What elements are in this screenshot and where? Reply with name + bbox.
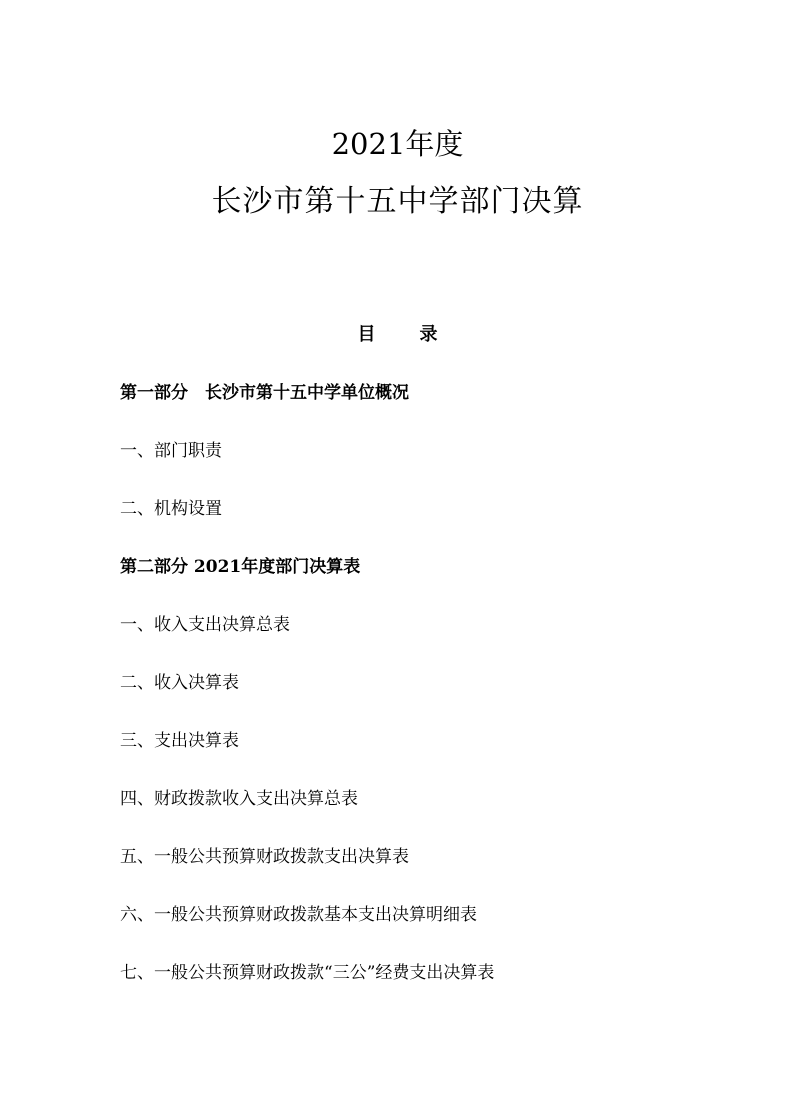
toc-item-general-budget-basic-detail: 六、一般公共预算财政拨款基本支出决算明细表 (120, 905, 477, 925)
document-title-year: 2021年度 (331, 127, 464, 161)
toc-part-one: 第一部分 长沙市第十五中学单位概况 (120, 383, 409, 403)
toc-item-department-duties: 一、部门职责 (120, 441, 222, 461)
toc-item-three-public-expense: 七、一般公共预算财政拨款“三公”经费支出决算表 (120, 963, 495, 983)
toc-heading (0, 322, 795, 348)
toc-item-fiscal-summary: 四、财政拨款收入支出决算总表 (120, 789, 358, 809)
toc-item-income-table: 二、收入决算表 (120, 673, 239, 693)
toc-item-expense-table: 三、支出决算表 (120, 731, 239, 751)
toc-heading-right: 录 (419, 324, 438, 345)
document-title: 长沙市第十五中学部门决算 (211, 184, 584, 219)
table-of-contents (120, 378, 760, 1016)
toc-heading-left: 目 (357, 324, 376, 345)
toc-item-income-expense-summary: 一、收入支出决算总表 (120, 615, 290, 635)
toc-item-general-budget-expense: 五、一般公共预算财政拨款支出决算表 (120, 847, 409, 867)
toc-part-two: 第二部分 2021年度部门决算表 (120, 557, 361, 577)
toc-item-organization: 二、机构设置 (120, 499, 222, 519)
